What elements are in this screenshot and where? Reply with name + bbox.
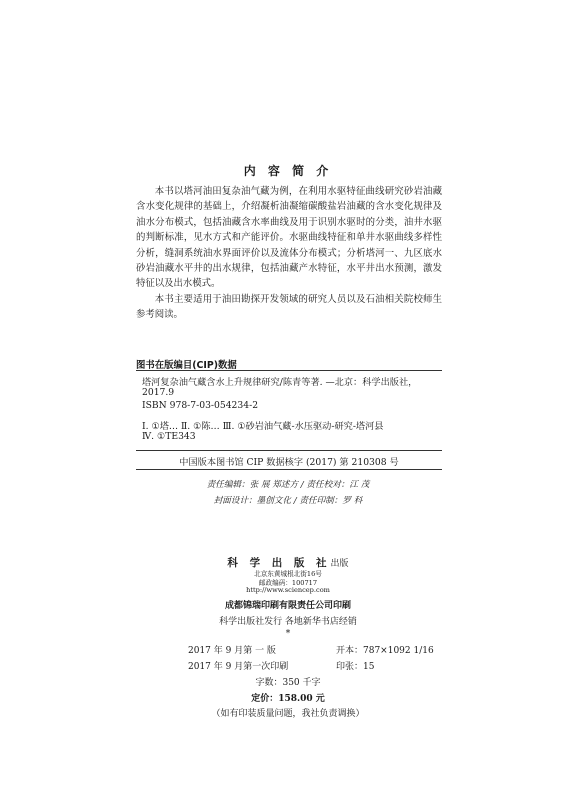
publisher-website: http://www.sciencep.com [246,586,330,594]
format-label: 开本：787×1092 1/16 [336,646,434,656]
publisher-name: 科 学 出 版 社 [227,557,331,569]
cip-classification: 中国版本图书馆 CIP 数据核字 (2017) 第 210308 号 [179,457,399,468]
summary-paragraph-1: 本书以塔河油田复杂油气藏为例，在利用水驱特征曲线研究砂岩油藏含水变化规律的基础上，介绍凝析油凝缩碳酸盐岩油藏的含水变化规律及油水分布模式，包括油藏含水率曲线及用于识别水驱时的分类，油井水驱的判断标准，见水方式和产能评价。水驱曲线特征和单井水驱曲线多样性分析，缝洞系统油水界面评价以及流体分布模式；分析塔河一、九区底水砂岩油藏水平井的出水规律，包括油藏产水特征，水平井出水预测，激发特征以及出水模式。 [136,186,442,290]
cip-heading: 图书在版编目(CIP)数据 [136,360,237,371]
publisher-suffix: 出版 [330,559,349,569]
cip-line-1: 塔河复杂油气藏含水上升规律研究/陈青等著. —北京：科学出版社， [142,377,418,388]
credits-line-1: 责任编辑：张 展 郑述方 / 责任校对：江 茂 [206,480,370,490]
summary-block [136,184,442,323]
printer-line: 成都锦瑞印刷有限责任公司印刷 [224,601,351,611]
summary-paragraph-2: 本书主要适用于油田勘探开发领域的研究人员以及石油相关院校师生参考阅读。 [136,293,442,321]
cip-isbn: ISBN 978-7-03-054234-2 [142,400,259,411]
cip-subjects: Ⅰ. ①塔… Ⅱ. ①陈… Ⅲ. ①砂岩油气藏-水压驱动-研究-塔河县 [142,421,384,432]
cip-divider [136,450,442,451]
page-title: 内 容 简 介 [243,164,333,178]
separator-star: * [285,629,291,639]
quality-note: （如有印装质量问题，我社负责调换） [211,709,365,719]
price: 定价：158.00 元 [251,694,325,704]
printing-line [188,659,488,672]
edition-label: 2017 年 9 月第 一 版 [188,646,276,656]
sheets-label: 印张：15 [336,662,375,672]
cip-line-2: 2017.9 [142,387,175,398]
distributor-line: 科学出版社发行 各地新华书店经销 [219,617,357,627]
edition-line [188,643,488,656]
publisher-address: 北京东黄城根北街16号 [254,570,322,578]
credits-line-2: 封面设计：墨创文化 / 责任印制：罗 科 [213,496,363,506]
printing-label: 2017 年 9 月第一次印刷 [188,662,289,672]
publisher-postcode: 邮政编码：100717 [258,579,318,587]
word-count: 字数：350 千字 [255,678,321,688]
cip-subjects-2: Ⅳ. ①TE343 [142,431,196,442]
